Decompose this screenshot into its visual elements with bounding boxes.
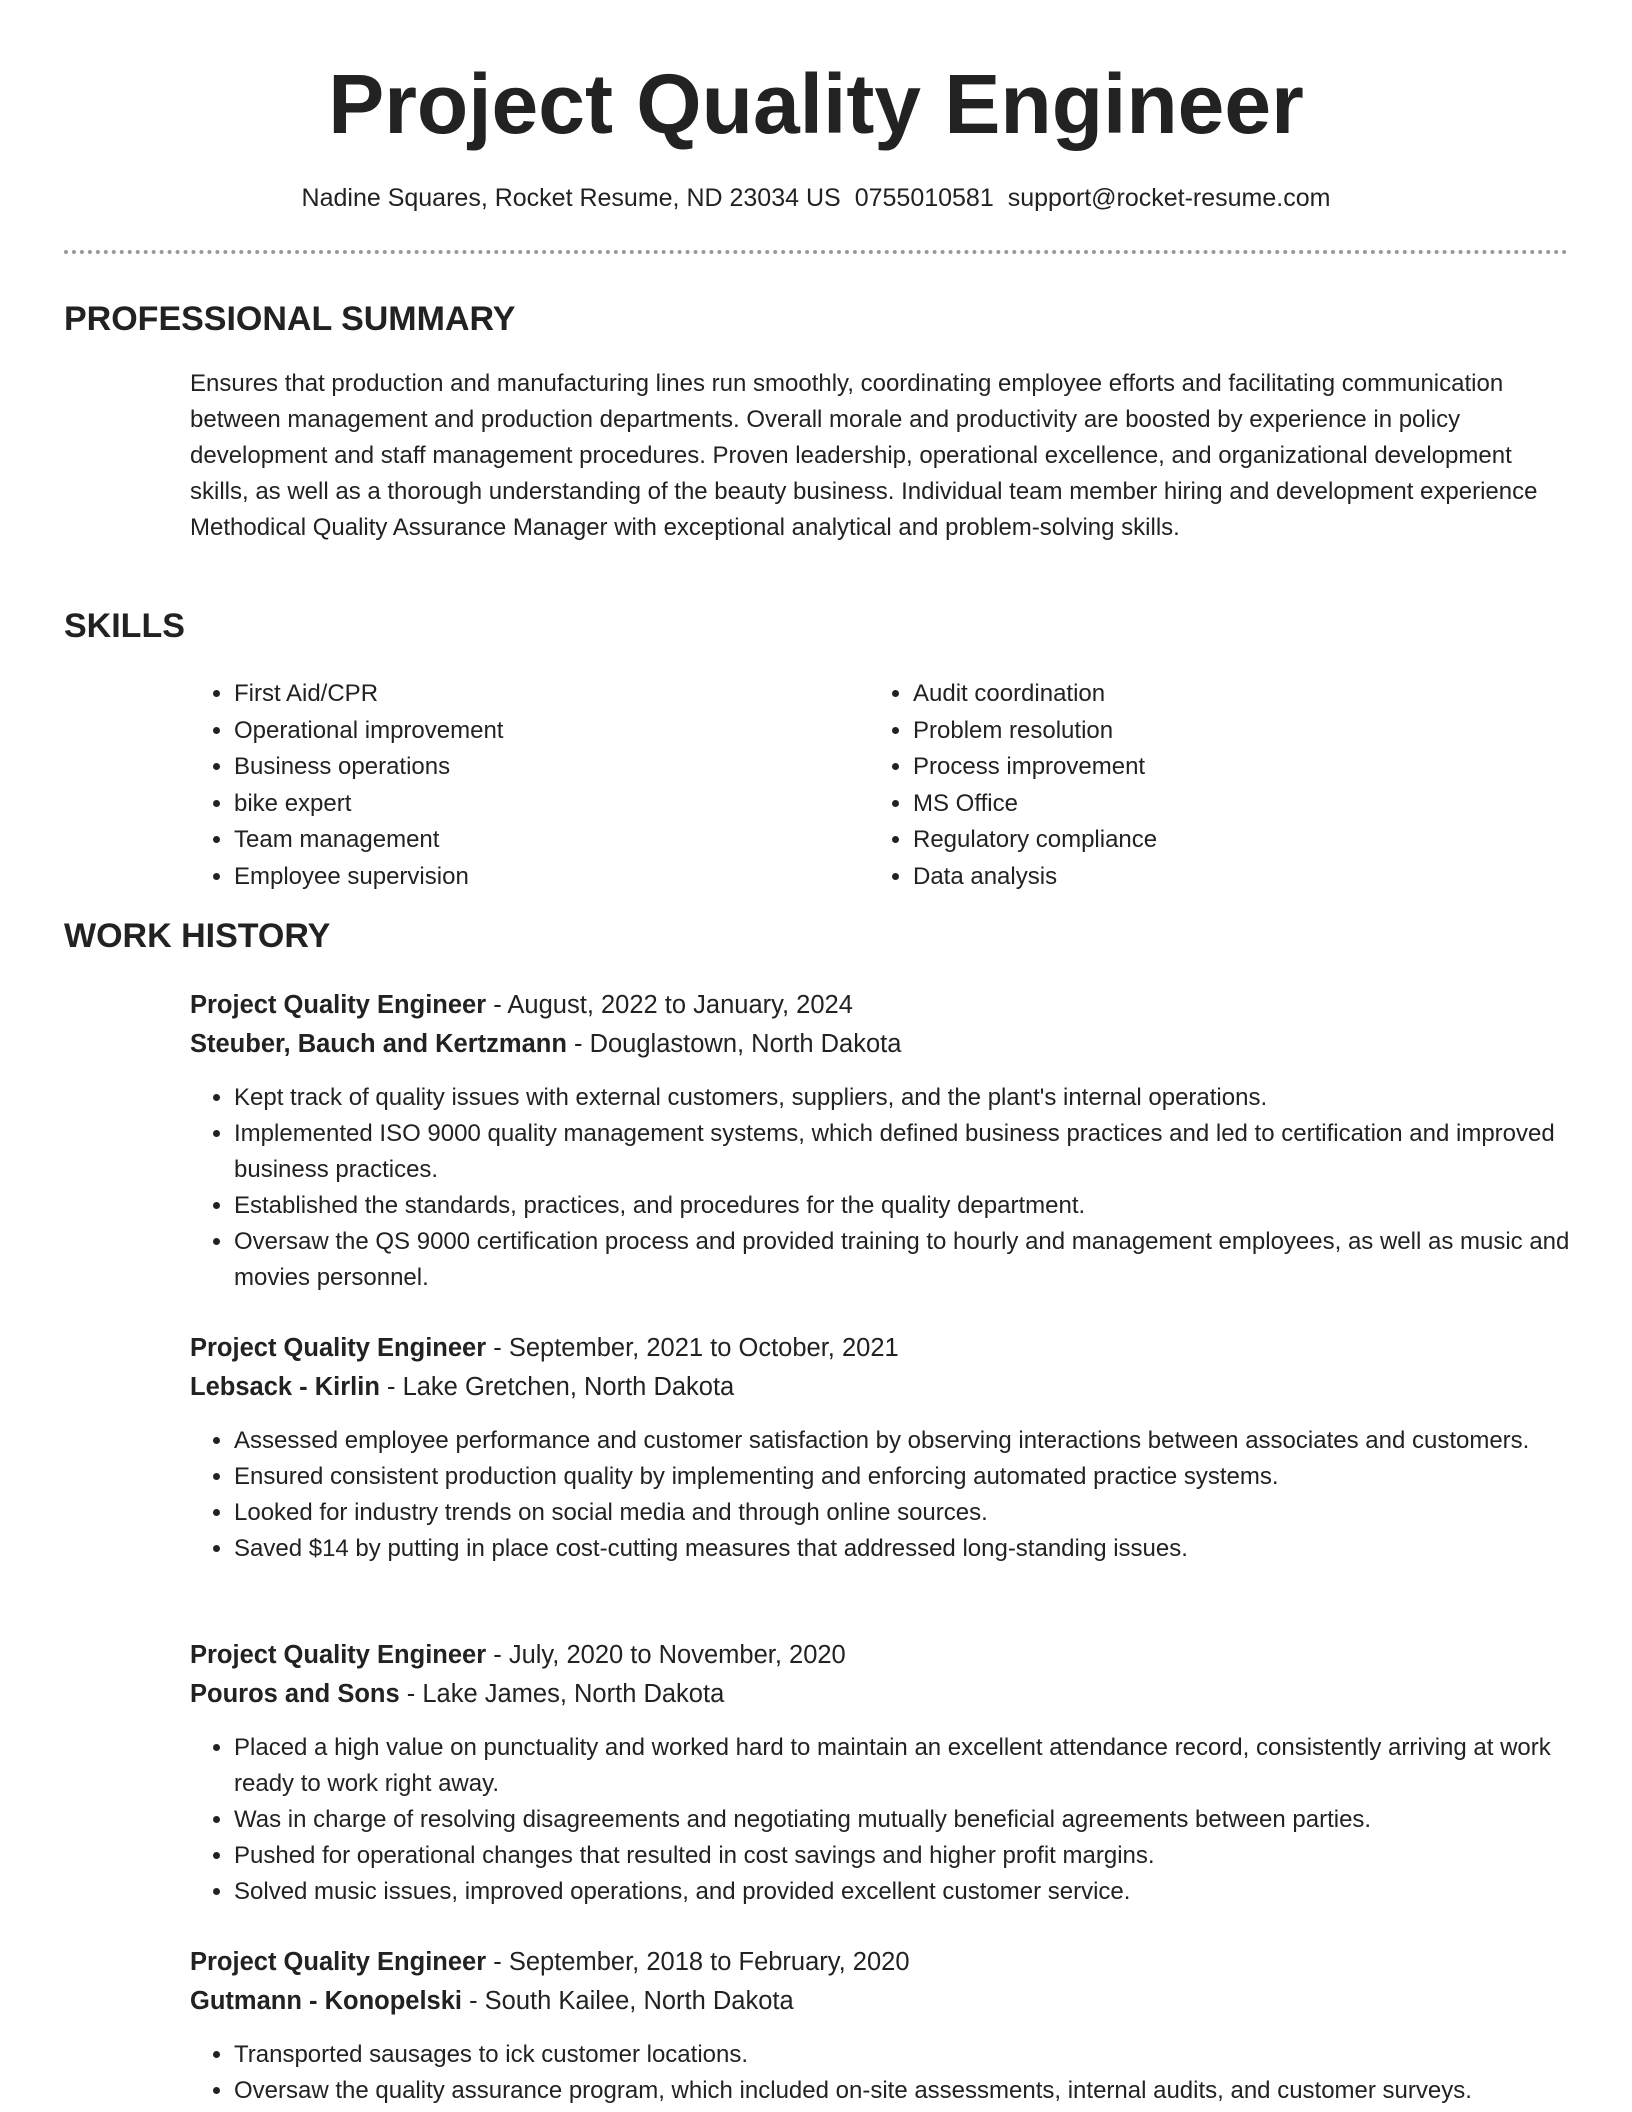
skill-item: • Business operations <box>234 749 503 786</box>
job-company: Lebsack - Kirlin <box>190 1373 380 1401</box>
skill-item: • Team management <box>234 822 503 859</box>
skill-item: • First Aid/CPR <box>234 676 503 713</box>
skill-item: • Operational improvement <box>234 713 503 750</box>
job-bullet: • Transported sausages to ick customer locations. <box>234 2037 1570 2073</box>
job-bullet: • Was in charge of resolving disagreements and negotiating mutually beneficial agreements between parties. <box>234 1802 1570 1838</box>
job-entry <box>190 1636 1570 1910</box>
skill-item: • bike expert <box>234 786 503 823</box>
job-bullet: • Placed a high value on punctuality and worked hard to maintain an excellent attendance record, consistently arriving at work ready to work right away. <box>234 1730 1570 1802</box>
job-bullets <box>190 1730 1570 1910</box>
job-bullet: • Saved $14 by putting in place cost-cutting measures that addressed long-standing issues. <box>234 1531 1570 1567</box>
job-location: - Lake James, North Dakota <box>399 1680 725 1708</box>
job-dates: - July, 2020 to November, 2020 <box>486 1641 846 1669</box>
job-entry <box>190 1943 1570 2109</box>
job-location: - Lake Gretchen, North Dakota <box>379 1373 735 1401</box>
job-bullets <box>190 1423 1570 1567</box>
skills-heading: SKILLS <box>64 607 185 645</box>
skill-item: • Employee supervision <box>234 859 503 896</box>
job-company-line <box>190 1025 1570 1064</box>
job-bullet: • Oversaw the quality assurance program, which included on-site assessments, internal audits, and customer surveys. <box>234 2073 1570 2109</box>
job-title-line <box>190 986 1570 1025</box>
contact-phone: 0755010581 <box>854 184 994 212</box>
job-company-line <box>190 1675 1570 1714</box>
job-title-line <box>190 1636 1570 1675</box>
job-role: Project Quality Engineer <box>190 991 487 1019</box>
header-divider <box>64 250 1568 254</box>
job-role: Project Quality Engineer <box>190 1641 487 1669</box>
job-entry <box>190 1329 1570 1567</box>
job-bullet: • Kept track of quality issues with external customers, suppliers, and the plant's internal operations. <box>234 1080 1570 1116</box>
job-bullet: • Looked for industry trends on social media and through online sources. <box>234 1495 1570 1531</box>
skill-item: • Audit coordination <box>913 676 1157 713</box>
contact-address: Nadine Squares, Rocket Resume, ND 23034 US <box>301 184 841 212</box>
job-entry <box>190 986 1570 1296</box>
job-dates: - September, 2021 to October, 2021 <box>486 1334 899 1362</box>
job-bullet: • Oversaw the QS 9000 certification process and provided training to hourly and management employees, as well as music and movies personnel. <box>234 1224 1570 1296</box>
job-bullet: • Ensured consistent production quality by implementing and enforcing automated practice systems. <box>234 1459 1570 1495</box>
resume-name: Project Quality Engineer <box>328 57 1304 151</box>
job-company-line <box>190 1982 1570 2021</box>
job-company: Steuber, Bauch and Kertzmann <box>190 1030 567 1058</box>
work-history-heading: WORK HISTORY <box>64 917 331 955</box>
job-title-line <box>190 1329 1570 1368</box>
skill-item: • Regulatory compliance <box>913 822 1157 859</box>
skill-item: • MS Office <box>913 786 1157 823</box>
job-bullet: • Pushed for operational changes that resulted in cost savings and higher profit margins. <box>234 1838 1570 1874</box>
skill-item: • Process improvement <box>913 749 1157 786</box>
job-company-line <box>190 1368 1570 1407</box>
job-role: Project Quality Engineer <box>190 1948 487 1976</box>
job-company: Pouros and Sons <box>190 1680 400 1708</box>
job-bullets <box>190 1080 1570 1296</box>
job-bullet: • Established the standards, practices, and procedures for the quality department. <box>234 1188 1570 1224</box>
job-title-line <box>190 1943 1570 1982</box>
job-location: - South Kailee, North Dakota <box>462 1987 794 2015</box>
skills-list-right <box>869 676 1157 895</box>
contact-line <box>0 180 1632 216</box>
skill-item: • Problem resolution <box>913 713 1157 750</box>
job-bullet: • Solved music issues, improved operations, and provided excellent customer service. <box>234 1874 1570 1910</box>
job-bullet: • Implemented ISO 9000 quality management systems, which defined business practices and led to certification and improved business practices. <box>234 1116 1570 1188</box>
contact-email: support@rocket-resume.com <box>1007 184 1331 212</box>
job-location: - Douglastown, North Dakota <box>566 1030 902 1058</box>
summary-heading: PROFESSIONAL SUMMARY <box>64 300 516 338</box>
job-role: Project Quality Engineer <box>190 1334 487 1362</box>
skill-item: • Data analysis <box>913 859 1157 896</box>
job-bullet: • Assessed employee performance and customer satisfaction by observing interactions between associates and customers. <box>234 1423 1570 1459</box>
job-bullets <box>190 2037 1570 2109</box>
job-dates: - August, 2022 to January, 2024 <box>486 991 853 1019</box>
job-company: Gutmann - Konopelski <box>190 1987 463 2015</box>
job-dates: - September, 2018 to February, 2020 <box>486 1948 910 1976</box>
summary-text: Ensures that production and manufacturing lines run smoothly, coordinating employee efforts and facilitating communication between management and production departments. Overall morale and productivity are boosted by experience in policy development and staff management procedures. Proven leadership, operational excellence, and organizational development skills, as well as a thorough understanding of the beauty business. Individual team member hiring and development experience Methodical Quality Assurance Manager with exceptional analytical and problem-solving skills. <box>190 370 1538 541</box>
skills-list-left <box>190 676 503 895</box>
